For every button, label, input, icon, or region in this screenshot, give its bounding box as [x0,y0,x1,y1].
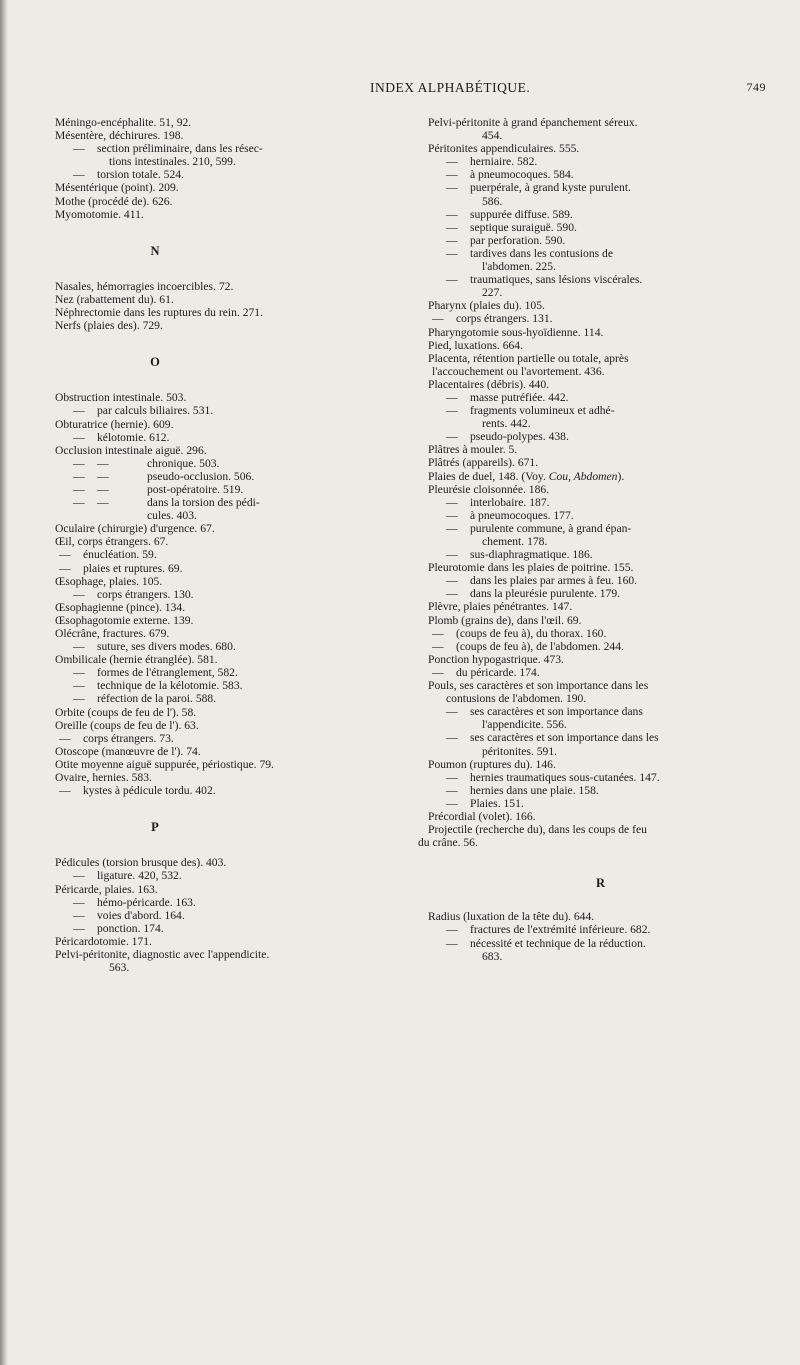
index-continuation: péritonites. 591. [482,744,558,758]
index-subentry: — plaies et ruptures. 69. [59,561,183,575]
index-continuation: rents. 442. [482,417,531,431]
index-subentry: — — dans la torsion des pédi- [73,496,260,510]
index-subentry: — purulente commune, à grand épan- [446,521,632,535]
index-entry: Obstruction intestinale. 503. [55,391,187,405]
index-entry: Plomb (grains de), dans l'œil. 69. [428,613,582,627]
index-entry: Poumon (ruptures du). 146. [428,757,556,771]
index-continuation: du crâne. 56. [418,836,478,850]
index-subentry: — à pneumocoques. 177. [446,508,574,522]
index-subentry: — par calculs biliaires. 531. [73,404,214,418]
index-subentry: — hernies dans une plaie. 158. [446,783,599,797]
index-subentry: — torsion totale. 524. [73,168,184,182]
index-entry: Pleurésie cloisonnée. 186. [428,482,550,496]
index-entry: Placenta, rétention partielle ou totale, après [428,351,629,365]
index-subentry: — suture, ses divers modes. 680. [73,640,236,654]
index-continuation: l'accouchement ou l'avortement. 436. [432,364,605,378]
index-subentry: — (coups de feu à), du thorax. 160. [432,626,607,640]
index-entry: Pharynx (plaies du). 105. [428,299,545,313]
index-entry: Pied, luxations. 664. [428,338,524,352]
index-subentry: — dans les plaies par armes à feu. 160. [446,574,638,588]
index-entry: Nerfs (plaies des). 729. [55,319,163,333]
index-entry: Œsophagotomie externe. 139. [55,613,194,627]
index-subentry: — hémo-péricarde. 163. [73,895,196,909]
index-subentry: — réfection de la paroi. 588. [73,692,217,706]
index-subentry: — — post-opératoire. 519. [73,482,244,496]
index-subentry: — kélotomie. 612. [73,430,170,444]
index-subentry: — par perforation. 590. [446,233,566,247]
book-spine-edge [0,0,8,1365]
index-subentry: — fractures de l'extrémité inférieure. 682. [446,923,651,937]
index-subentry: — ses caractères et son importance dans [446,705,643,719]
section-letter-p: P [151,820,159,835]
index-continuation: 586. [482,194,503,208]
index-entry: Méningo-encéphalite. 51, 92. [55,116,192,129]
index-continuation: 454. [482,129,503,143]
index-subentry: — traumatiques, sans lésions viscérales. [446,273,643,287]
index-subentry: — dans la pleurésie purulente. 179. [446,587,621,601]
index-entry: Plaies de duel, 148. (Voy. Cou, Abdomen). [428,469,625,483]
index-subentry: — corps étrangers. 131. [432,312,553,326]
index-subentry: — — pseudo-occlusion. 506. [73,469,255,483]
index-entry: Projectile (recherche du), dans les coups de feu [428,823,647,837]
index-entry: Olécrâne, fractures. 679. [55,627,170,640]
index-subentry: — septique suraiguë. 590. [446,220,577,234]
index-continuation: contusions de l'abdomen. 190. [446,692,587,706]
index-entry: Oculaire (chirurgie) d'urgence. 67. [55,522,215,536]
index-entry: Pouls, ses caractères et son importance dans les [428,679,649,693]
index-entry: Mothe (procédé de). 626. [55,194,173,208]
index-entry: Plâtrés (appareils). 671. [428,456,539,470]
index-entry: Placentaires (débris). 440. [428,377,550,391]
index-entry: Plèvre, plaies pénétrantes. 147. [428,600,573,614]
index-subentry: — pseudo-polypes. 438. [446,430,569,444]
index-subentry: — interlobaire. 187. [446,495,550,509]
index-continuation: tions intestinales. 210, 599. [109,155,236,169]
index-subentry: — voies d'abord. 164. [73,908,185,922]
index-entry: Radius (luxation de la tête du). 644. [428,910,595,924]
index-subentry: — section préliminaire, dans les résec- [73,142,263,156]
index-entry: Otoscope (manœuvre de l'). 74. [55,744,201,758]
index-subentry: — — chronique. 503. [73,456,220,470]
index-subentry: — suppurée diffuse. 589. [446,207,573,221]
index-subentry: — ses caractères et son importance dans les [446,731,659,745]
index-entry: Mésentérique (point). 209. [55,181,179,195]
index-subentry: — kystes à pédicule tordu. 402. [59,784,216,798]
index-entry: Occlusion intestinale aiguë. 296. [55,443,207,457]
index-entry: Obturatrice (hernie). 609. [55,417,174,431]
index-entry: Œsophage, plaies. 105. [55,574,163,588]
index-entry: Ponction hypogastrique. 473. [428,652,564,666]
index-continuation: 227. [482,286,503,300]
index-entry: Nasales, hémorragies incoercibles. 72. [55,279,234,293]
index-subentry: — du péricarde. 174. [432,665,540,679]
index-subentry: — Plaies. 151. [446,796,524,810]
index-entry: Précordial (volet). 166. [428,809,536,823]
index-subentry: — herniaire. 582. [446,155,538,169]
index-subentry: — sus-diaphragmatique. 186. [446,548,593,562]
index-entry: Oreille (coups de feu de l'). 63. [55,718,199,732]
index-entry: Pelvi-péritonite à grand épanchement séreux. [428,116,638,129]
index-subentry: — (coups de feu à), de l'abdomen. 244. [432,639,624,653]
index-subentry: — ponction. 174. [73,921,164,935]
index-continuation: l'abdomen. 225. [482,260,556,274]
index-subentry: — fragments volumineux et adhé- [446,404,615,418]
index-entry: Otite moyenne aiguë suppurée, périostique. 79. [55,757,274,771]
index-entry: Pharyngotomie sous-hyoïdienne. 114. [428,325,604,339]
section-letter-n: N [150,243,160,258]
index-subentry: — à pneumocoques. 584. [446,168,574,182]
index-column-left [55,116,410,974]
index-column-right [418,116,773,963]
index-subentry: — masse putréfiée. 442. [446,390,569,404]
index-subentry: — hernies traumatiques sous-cutanées. 147. [446,770,660,784]
index-subentry: — ligature. 420, 532. [73,869,182,883]
index-subentry: — puerpérale, à grand kyste purulent. [446,181,631,195]
index-subentry: — formes de l'étranglement, 582. [73,666,238,680]
index-entry: Ombilicale (hernie étranglée). 581. [55,653,218,667]
index-entry: Myomotomie. 411. [55,207,144,221]
index-subentry: — corps étrangers. 130. [73,587,194,601]
section-letter-o: O [150,355,160,370]
index-continuation: cules. 403. [147,509,197,523]
index-entry: Pleurotomie dans les plaies de poitrine. 155. [428,561,634,575]
index-entry: Pelvi-péritonite, diagnostic avec l'appendicite. [55,947,270,961]
index-entry: Nez (rabattement du). 61. [55,292,174,306]
index-subentry: — corps étrangers. 73. [59,731,174,745]
index-entry: Néphrectomie dans les ruptures du rein. 271. [55,306,263,320]
index-continuation: chement. 178. [482,535,548,548]
header-title: INDEX ALPHABÉTIQUE. [370,80,531,95]
index-subentry: — énucléation. 59. [59,548,157,562]
index-entry: Pédicules (torsion brusque des). 403. [55,856,227,870]
index-continuation: l'appendicite. 556. [482,718,567,732]
index-continuation: 563. [109,961,130,975]
index-entry: Péricarde, plaies. 163. [55,882,158,896]
index-subentry: — tardives dans les contusions de [446,246,613,260]
page-header [0,80,800,100]
section-letter-r: R [595,876,606,891]
index-entry: Péritonites appendiculaires. 555. [428,142,580,156]
index-subentry: — technique de la kélotomie. 583. [73,679,243,693]
index-entry: Ovaire, hernies. 583. [55,771,152,785]
index-entry: Œil, corps étrangers. 67. [55,535,169,549]
index-entry: Œsophagienne (pince). 134. [55,600,186,614]
index-entry: Plâtres à mouler. 5. [428,443,518,457]
index-subentry: — nécessité et technique de la réduction. [446,936,646,950]
page-number: 749 [746,80,766,94]
index-entry: Péricardotomie. 171. [55,934,152,948]
index-entry: Mésentère, déchirures. 198. [55,129,184,143]
index-entry: Orbite (coups de feu de l'). 58. [55,705,197,719]
index-continuation: 683. [482,949,503,963]
